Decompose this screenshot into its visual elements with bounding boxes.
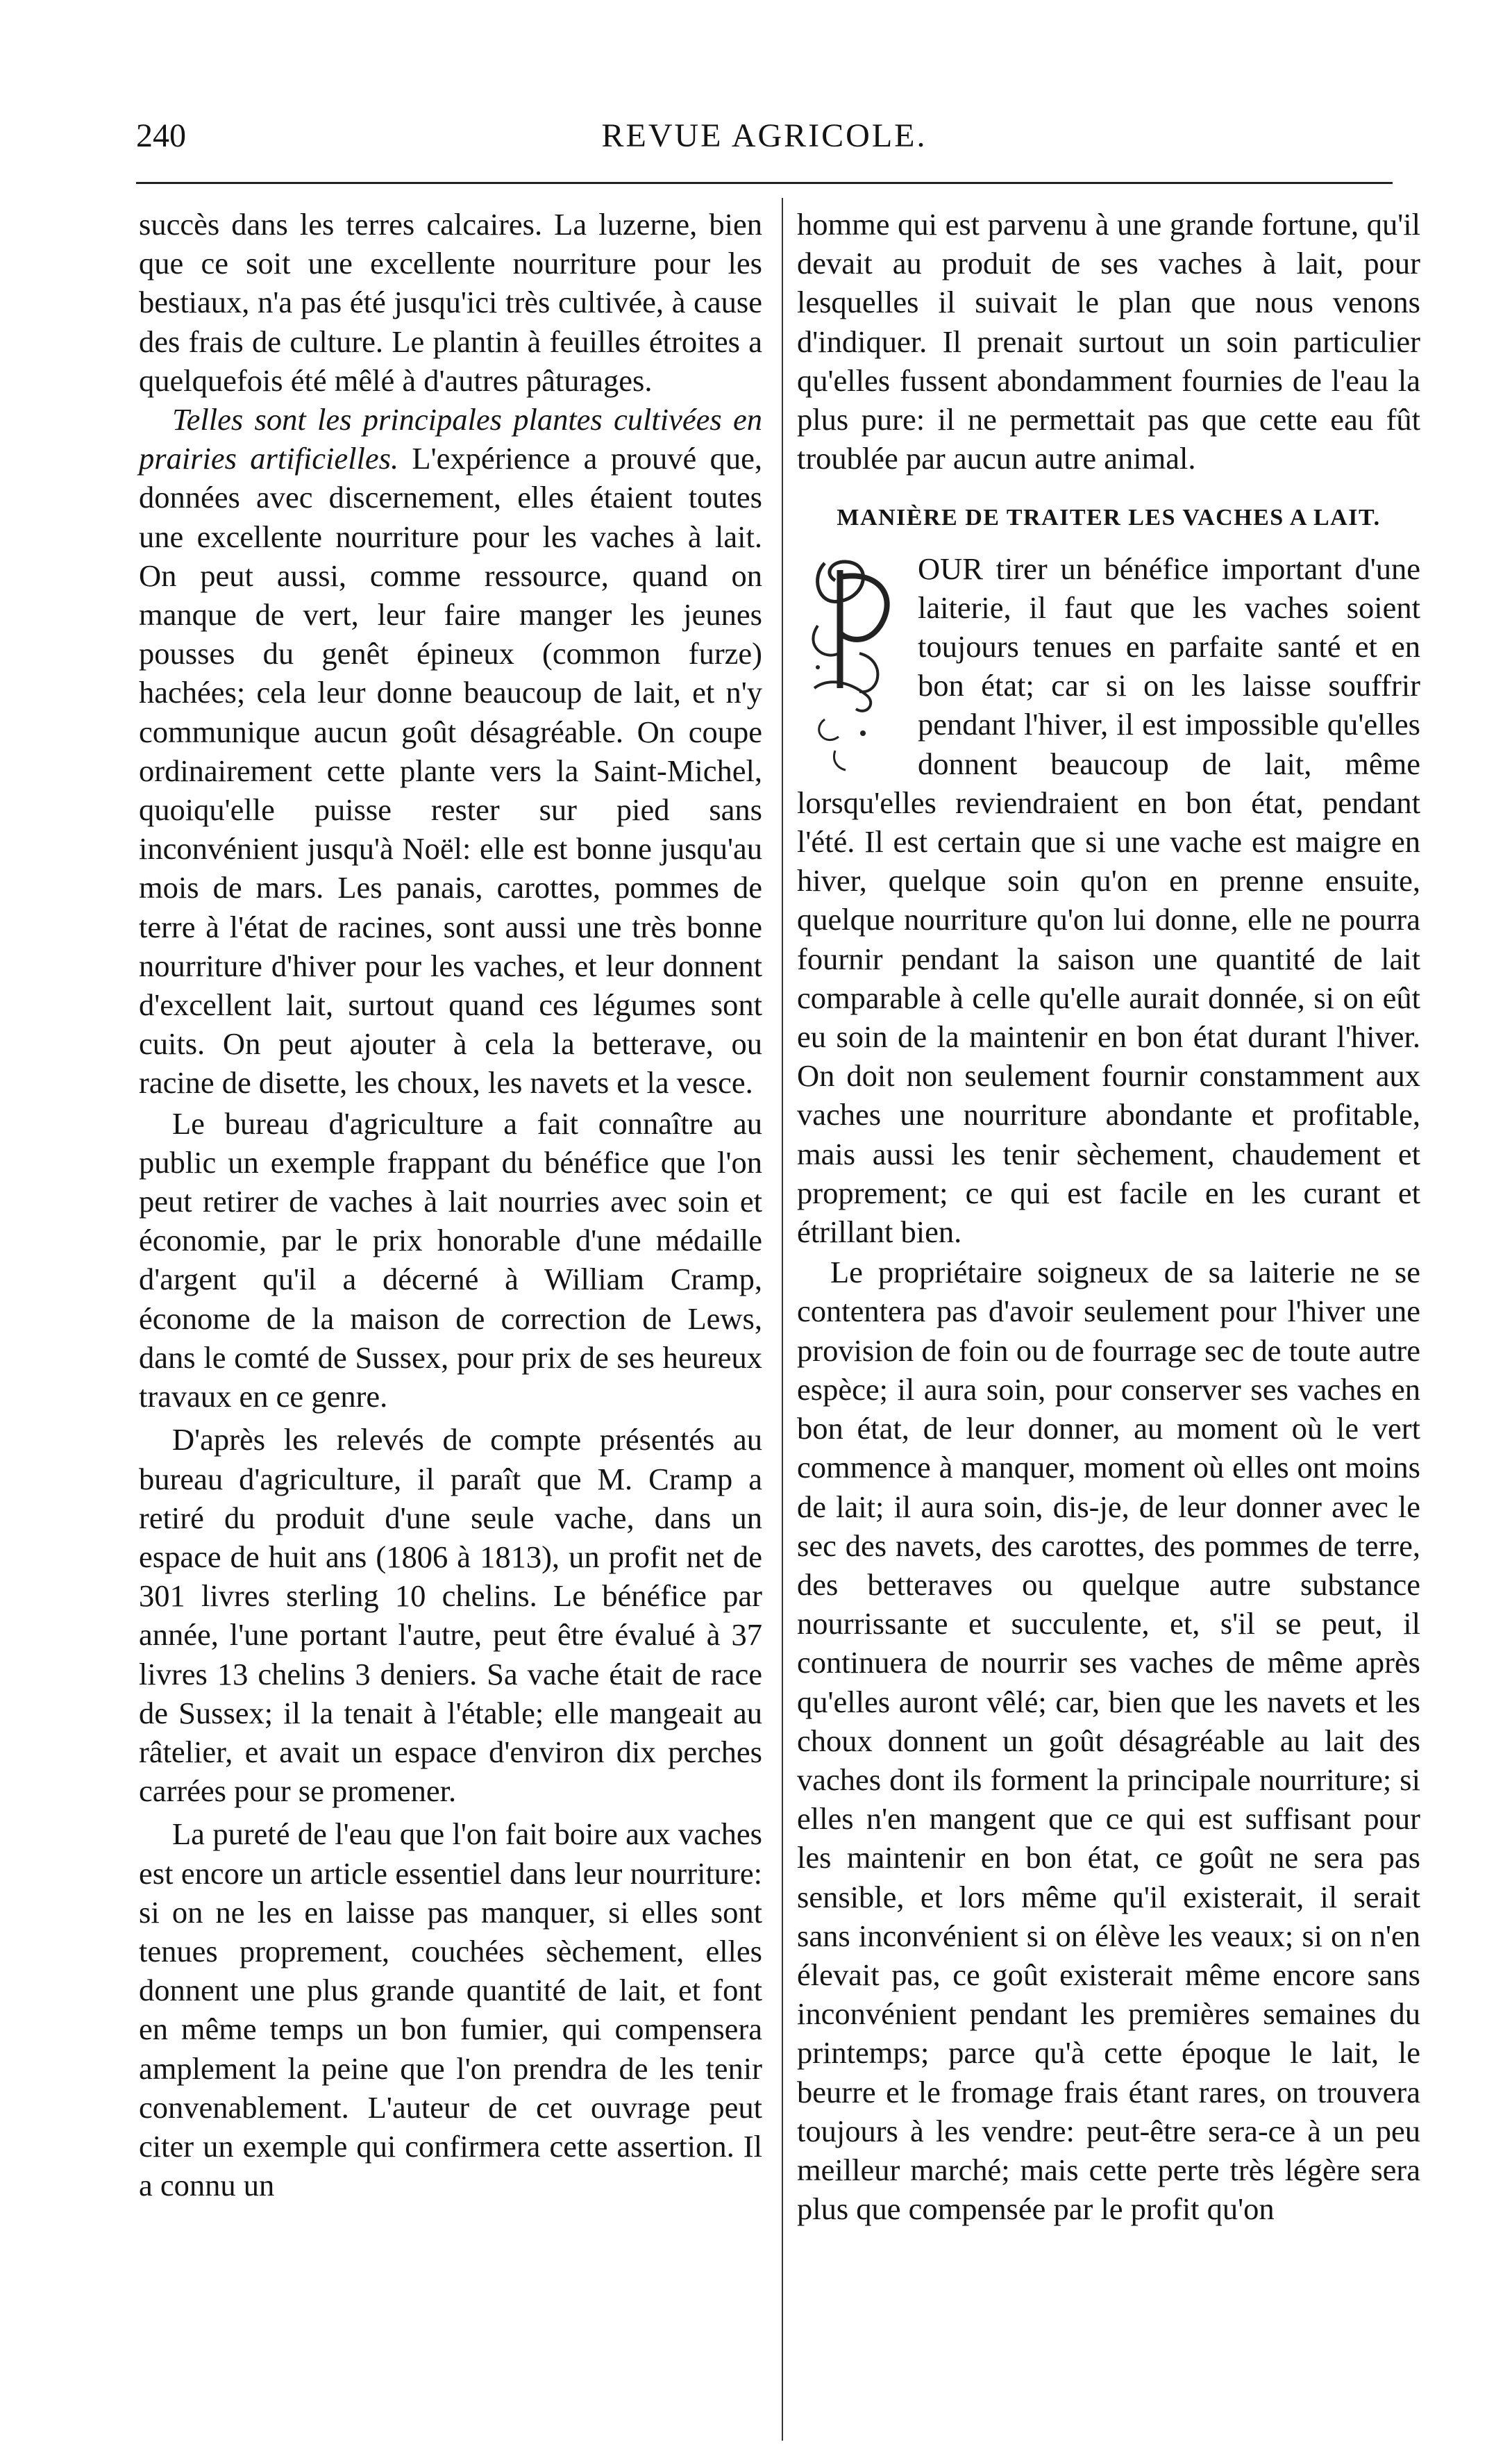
paragraph — [139, 400, 762, 1103]
column-divider — [782, 198, 783, 2441]
dropcap-ornament-icon — [797, 549, 915, 780]
left-column — [139, 205, 762, 2205]
right-column — [797, 205, 1420, 2228]
paragraph: La pureté de l'eau que l'on fait boire aux vaches est encore un article essentiel dans leur nourriture: si on ne les en laisse pas manquer, si elles sont tenues proprement, couchées sèchement, elles donnent une plus grande quantité de lait, et font en même temps un bon fumier, qui compensera amplement la peine que l'on prendra de les tenir convenablement. L'auteur de cet ouvrage peut citer un exemple qui confirmera cette assertion. Il a connu un — [139, 1816, 762, 2203]
paragraph: Le bureau d'agriculture a fait connaître au public un exemple frappant du bénéfice que l'on peut retirer de vaches à lait nourries avec soin et économie, par le prix honorable d'une médaille d'argent qu'il a décerné à William Cramp, économe de la maison de correction de Lews, dans le comté de Sussex, pour prix de ses heureux travaux en ce genre. — [139, 1105, 762, 1414]
dropcap-paragraph — [797, 549, 1420, 1252]
running-title: REVUE AGRICOLE. — [601, 117, 927, 154]
ornamental-dropcap — [797, 549, 915, 780]
paragraph: homme qui est parvenu à une grande fortune, qu'il devait au produit de ses vaches à lait, pour lesquelles il suivait le plan que nous venons d'indiquer. Il prenait surtout un soin particulier qu'elles fussent abondamment fournies de l'eau la plus pure: il ne permettait pas que cette eau fût troublée par aucun autre animal. — [797, 207, 1420, 476]
page-number: 240 — [136, 117, 186, 154]
section-heading: MANIÈRE DE TRAITER LES VACHES A LAIT. — [837, 505, 1381, 531]
page-header — [136, 117, 1393, 165]
paragraph: Le propriétaire soigneux de sa laiterie ne se contentera pas d'avoir seulement pour l'hiver une provision de foin ou de fourrage sec de toute autre espèce; il aura soin, pour conserver ses vaches en bon état, de leur donner, au moment où le vert commence à manquer, moment où elles ont moins de lait; il aura soin, dis-je, de leur donner avec le sec des navets, des carottes, des pommes de terre, des betteraves ou quelque autre substance nourrissante et succulente, et, s'il se peut, il continuera de nourrir ses vaches de même après qu'elles auront vêlé; car, bien que les navets et les choux donnent un goût désagréable au lait des vaches dont ils forment la principale nourriture; si elles n'en mangent que ce qui est suffisant pour les maintenir en bon état, ce goût ne sera pas sensible, et lors même qu'il existerait, il serait sans inconvénient si on élève les veaux; si on n'en élevait pas, ce goût existerait même encore sans inconvénient pendant les premières semaines du printemps; parce qu'à cette époque le lait, le beurre et le fromage frais étant rares, on trouvera toujours à les vendre: peut-être sera-ce à un peu meilleur marché; mais cette perte très légère sera plus que compensée par le profit qu'on — [797, 1255, 1420, 2227]
header-rule — [136, 182, 1393, 184]
paragraph: succès dans les terres calcaires. La luzerne, bien que ce soit une excellente nourriture pour les bestiaux, n'a pas été jusqu'ici très cultivée, à cause des frais de culture. Le plantin à feuilles étroites a quelquefois été mêlé à d'autres pâturages. — [139, 207, 762, 398]
paragraph-text: L'expérience a prouvé que, données avec discernement, elles étaient toutes une excellente nourriture pour les vaches à lait. On peut aussi, comme ressource, quand on manque de vert, leur faire manger les jeunes pousses du genêt épineux (common furze) hachées; cela leur donne beaucoup de lait, et n'y communique aucun goût désagréable. On coupe ordinairement cette plante vers la Saint-Michel, quoiqu'elle puisse rester sur pied sans inconvénient jusqu'à Noël: elle est bonne jusqu'au mois de mars. Les panais, carottes, pommes de terre à l'état de racines, sont aussi une très bonne nourriture d'hiver pour les vaches, et leur donnent d'excellent lait, surtout quand ces légumes sont cuits. On peut ajouter à cela la betterave, ou racine de disette, les choux, les navets et la vesce. — [139, 441, 763, 1101]
paragraph-text: tirer un bénéfice important d'une laiterie, il faut que les vaches soient toujours tenues en parfaite santé et en bon état; car si on les laisse souffrir pendant l'hiver, il est impossible qu'elles donnent beaucoup de lait, même lorsqu'elles reviendraient en bon état, pendant l'été. Il est certain que si une vache est maigre en hiver, quelque soin qu'on en prenne ensuite, quelque nourriture qu'on lui donne, elle ne pourra fournir pendant la saison une quantité de lait comparable à celle qu'elle aurait donnée, si on eût eu soin de la maintenir en bon état durant l'hiver. On doit non seulement fournir constamment aux vaches une nourriture abondante et profitable, mais aussi les tenir sèchement, chaudement et proprement; ce qui est facile en les curant et étrillant bien. — [797, 551, 1420, 1250]
italic-lead: Telles sont les principales plantes cultivées en prairies artificielles. — [139, 402, 762, 476]
paragraph: D'après les relevés de compte présentés au bureau d'agriculture, il paraît que M. Cramp a retiré du produit d'une seule vache, dans un espace de huit ans (1806 à 1813), un profit net de 301 livres sterling 10 chelins. Le bénéfice par année, l'une portant l'autre, peut être évalué à 37 livres 13 chelins 3 deniers. Sa vache était de race de Sussex; il la tenait à l'étable; elle mangeait au râtelier, et avait un espace d'environ dix perches carrées pour se promener. — [139, 1422, 762, 1809]
dropcap-lead-word: OUR — [918, 551, 983, 586]
